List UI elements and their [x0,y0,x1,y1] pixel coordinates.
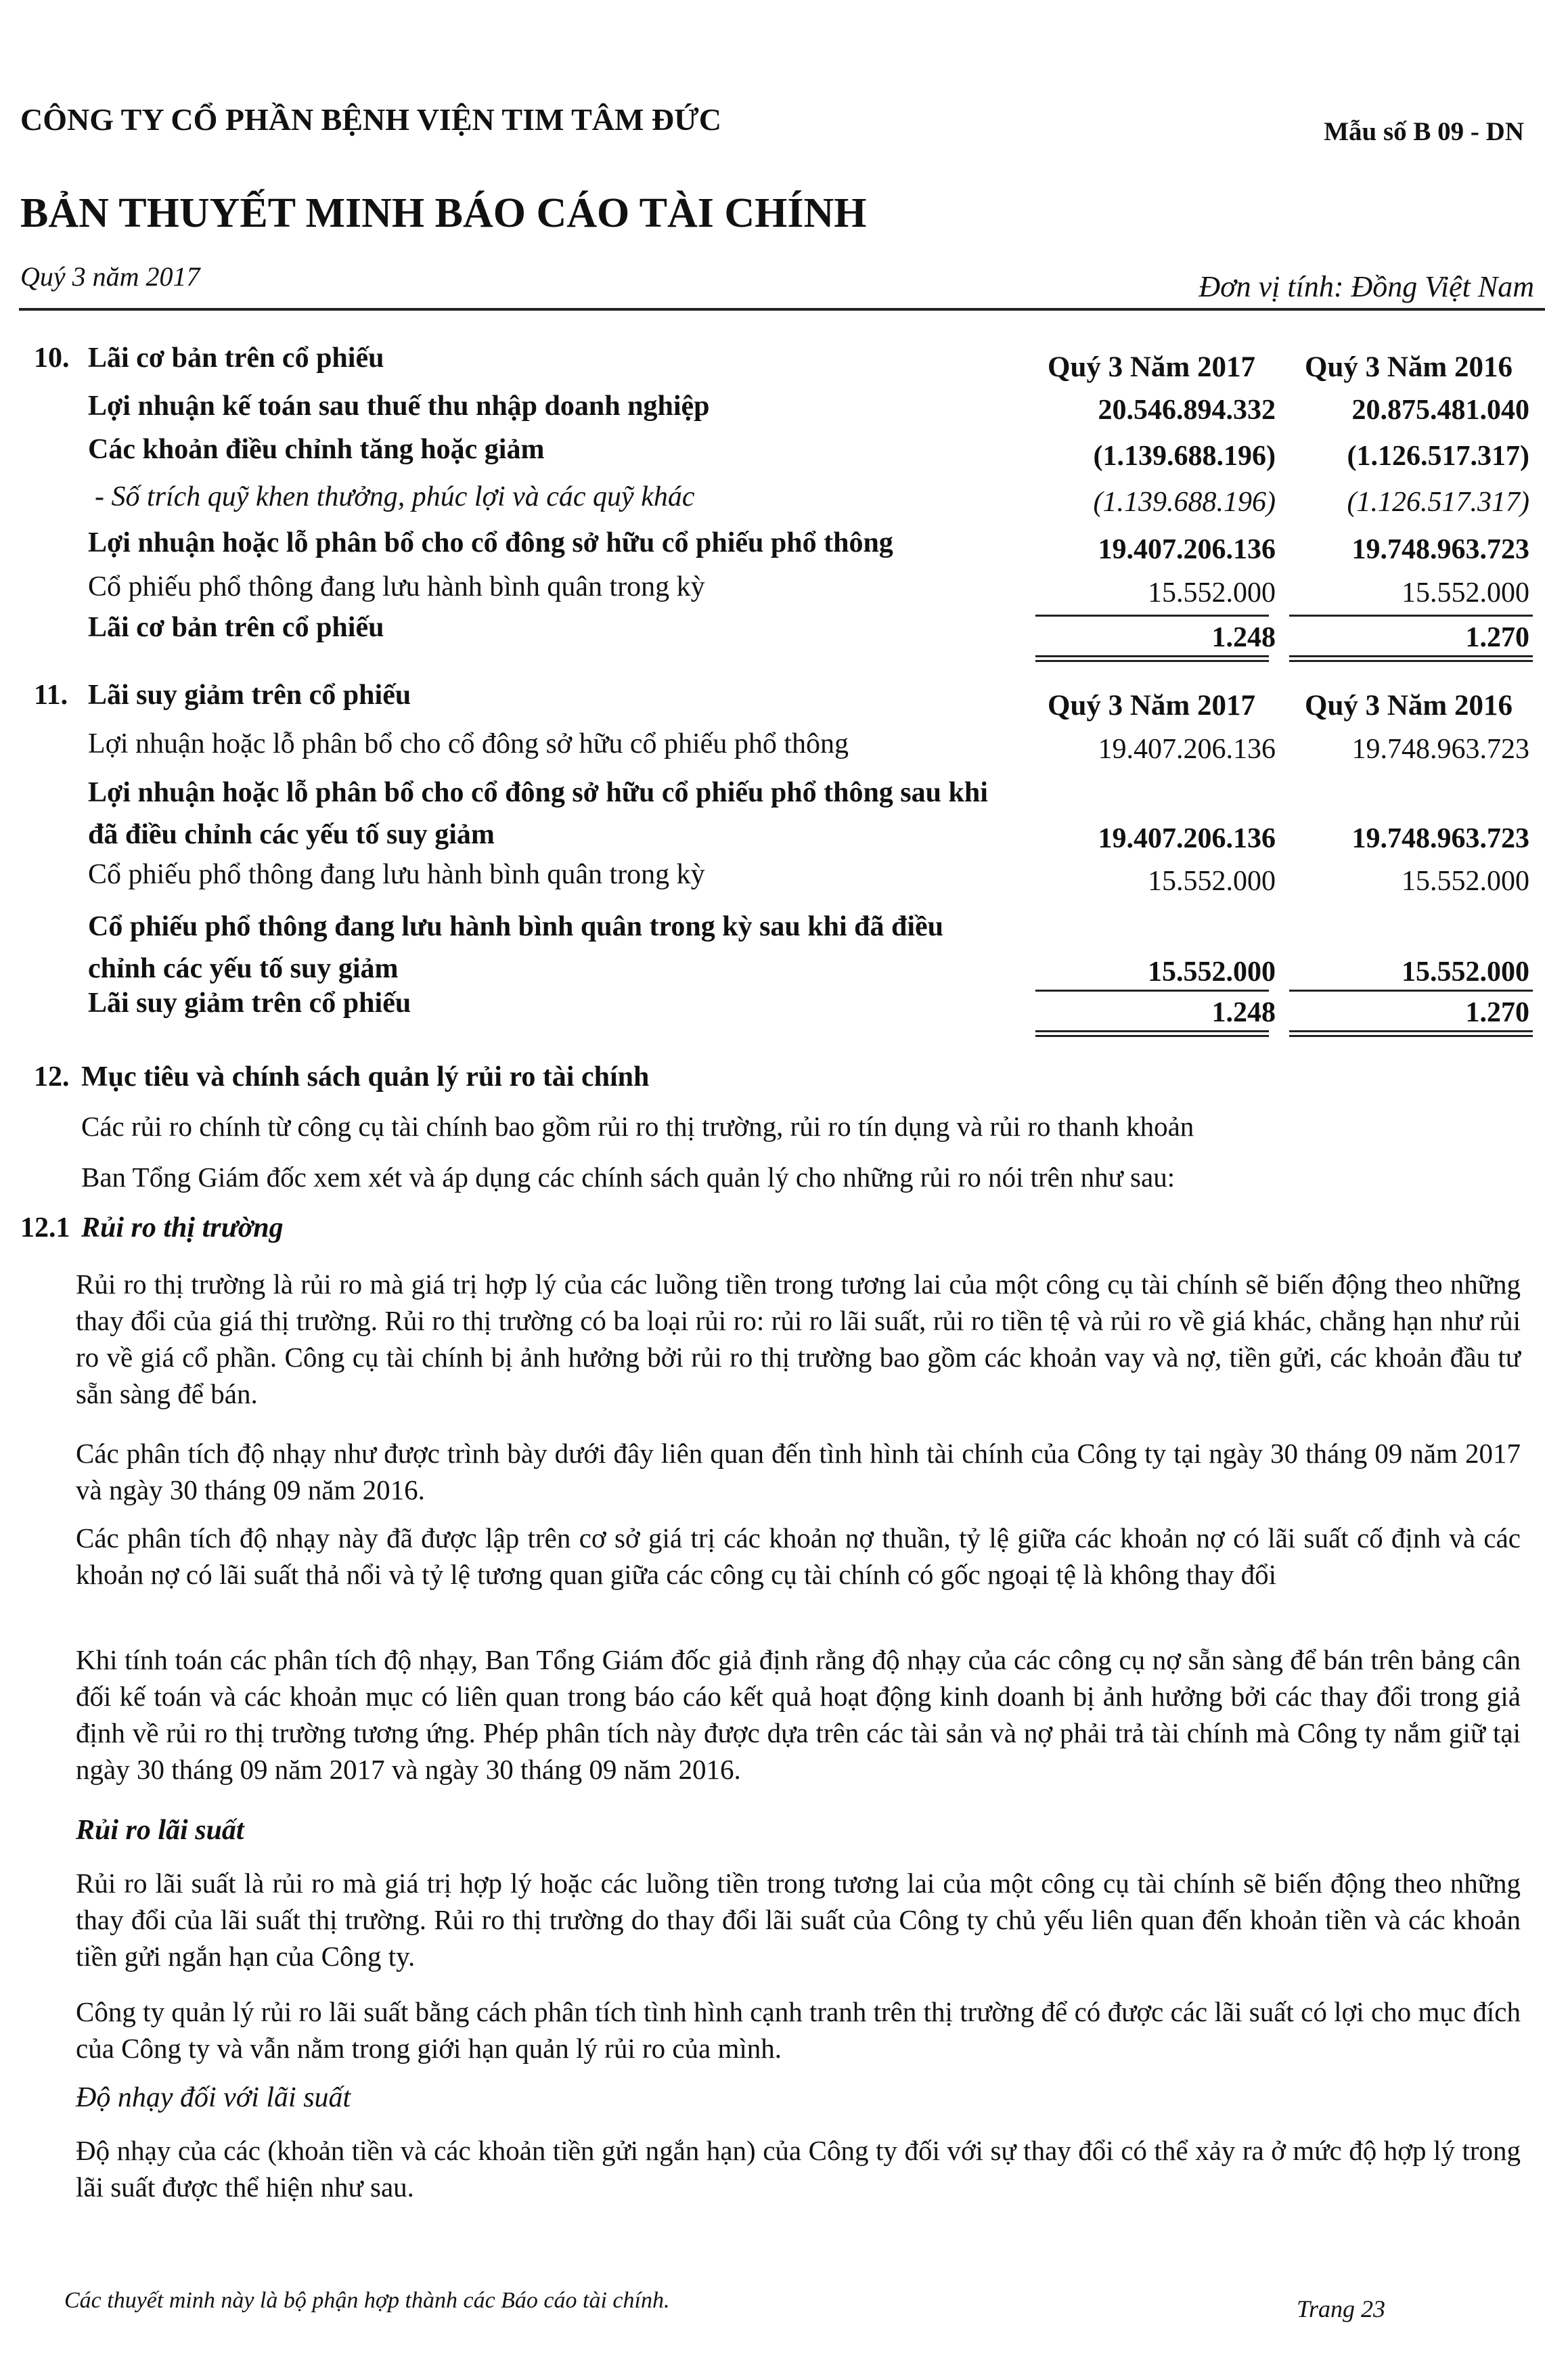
market-risk-para-2: Các phân tích độ nhạy như được trình bày dưới đây liên quan đến tình hình tài chính của Công ty tại ngày 30 tháng 09 năm 2017 và ngày 30 tháng 09 năm 2016. [76,1438,1521,1505]
s10-row-label: - Số trích quỹ khen thưởng, phúc lợi và các quỹ khác [95,481,695,512]
section-11-number: 11. [34,680,68,711]
s11-row-value-2017: 1.248 [1211,997,1276,1028]
s10-row-value-2017: 1.248 [1211,622,1276,653]
interest-risk-para-2: Công ty quản lý rủi ro lãi suất bằng cách phân tích tình hình cạnh tranh trên thị trường để có được các lãi suất có lợi cho mục đích của Công ty và vẫn nằm trong giới hạn quản lý rủi ro của mình. [76,1996,1521,2064]
section-11-col-2016: Quý 3 Năm 2016 [1305,690,1513,722]
s11-row-value-2017: 15.552.000 [1148,866,1276,897]
sensitivity-title: Độ nhạy đối với lãi suất [76,2082,351,2113]
s10-row-label: Các khoản điều chỉnh tăng hoặc giảm [88,434,545,465]
s10-row-value-2016: (1.126.517.317) [1347,441,1529,472]
s10-row-value-2016: 1.270 [1465,622,1529,653]
s10-row-value-2017: (1.139.688.196) [1093,441,1276,472]
s11-row-label: Lợi nhuận hoặc lỗ phân bổ cho cổ đông sở hữu cổ phiếu phổ thông sau khi đã điều chỉnh các yếu tố suy giảm [88,777,988,850]
s11-row-value-2017: 19.407.206.136 [1098,734,1276,765]
s11-row-value-2016: 15.552.000 [1402,956,1529,988]
total-double-rule [1035,655,1269,662]
market-risk-para-4: Khi tính toán các phân tích độ nhạy, Ban Tổng Giám đốc giả định rằng độ nhạy của các công cụ nợ sẵn sàng để bán trên bảng cân đối kế toán và các khoản mục có liên quan trong báo cáo kết quả hoạt động kinh doanh bị ảnh hưởng bởi các thay đổi trong giả định về rủi ro thị trường tương ứng. Phép phân tích này được dựa trên các tài sản và nợ phải trả tài chính mà Công ty nắm giữ tại ngày 30 tháng 09 năm 2017 và ngày 30 tháng 09 năm 2016. [76,1644,1521,1785]
footer-note: Các thuyết minh này là bộ phận hợp thành các Báo cáo tài chính. [64,2288,670,2313]
page-title: BẢN THUYẾT MINH BÁO CÁO TÀI CHÍNH [20,190,867,236]
s10-row-label: Lợi nhuận kế toán sau thuế thu nhập doanh nghiệp [88,391,710,422]
section-12-number: 12. [34,1061,70,1093]
s11-row-label: Cổ phiếu phổ thông đang lưu hành bình quân trong kỳ sau khi đã điều chỉnh các yếu tố suy giảm [88,911,944,984]
interest-risk-para-1: Rủi ro lãi suất là rủi ro mà giá trị hợp lý hoặc các luồng tiền trong tương lai của một công cụ tài chính sẽ biến động theo những thay đổi của lãi suất thị trường. Rủi ro thị trường do thay đổi lãi suất của Công ty chủ yếu liên quan đến khoản tiền và các khoản tiền gửi ngắn hạn của Công ty. [76,1868,1521,1972]
s11-row-label: Cổ phiếu phổ thông đang lưu hành bình quân trong kỳ [88,859,705,890]
total-double-rule [1035,1030,1269,1037]
interest-risk-title: Rủi ro lãi suất [76,1815,244,1846]
subtotal-rule [1289,615,1533,617]
market-risk-para-1: Rủi ro thị trường là rủi ro mà giá trị hợp lý của các luồng tiền trong tương lai của một công cụ tài chính sẽ biến động theo những thay đổi của giá thị trường. Rủi ro thị trường có ba loại rủi ro: rủi ro lãi suất, rủi ro tiền tệ và rủi ro về giá khác, chẳng hạn như rủi ro về giá cổ phần. Công cụ tài chính bị ảnh hưởng bởi rủi ro thị trường bao gồm các khoản vay và nợ, tiền gửi, các khoản đầu tư sẵn sàng để bán. [76,1268,1521,1409]
s10-row-value-2017: 19.407.206.136 [1098,534,1276,565]
s11-row-value-2017: 15.552.000 [1148,956,1276,988]
s10-row-label: Lợi nhuận hoặc lỗ phân bổ cho cổ đông sở hữu cổ phiếu phổ thông [88,527,893,558]
s10-row-value-2016: 19.748.963.723 [1351,534,1529,565]
s11-row-value-2016: 19.748.963.723 [1351,734,1529,765]
s10-row-value-2017: (1.139.688.196) [1093,487,1276,518]
s10-row-value-2017: 15.552.000 [1148,577,1276,609]
section-10-col-2016: Quý 3 Năm 2016 [1305,351,1513,383]
subtotal-rule [1035,990,1269,992]
section-12-1-title: Rủi ro thị trường [81,1212,284,1243]
s11-row-value-2016: 15.552.000 [1402,866,1529,897]
section-10-title: Lãi cơ bản trên cổ phiếu [88,343,384,374]
subtotal-rule [1035,615,1269,617]
section-12-policy: Ban Tổng Giám đốc xem xét và áp dụng các chính sách quản lý cho những rủi ro nói trên như sau: [81,1162,1175,1193]
section-10-col-2017: Quý 3 Năm 2017 [1048,351,1255,383]
total-double-rule [1289,1030,1533,1037]
s10-row-value-2016: 15.552.000 [1402,577,1529,609]
currency-unit: Đơn vị tính: Đồng Việt Nam [1199,270,1534,303]
s11-row-value-2017: 19.407.206.136 [1098,823,1276,854]
section-12-1-number: 12.1 [20,1212,70,1243]
s10-row-label: Lãi cơ bản trên cổ phiếu [88,612,384,643]
page-number: Trang 23 [1296,2295,1385,2322]
s11-row-label: Lãi suy giảm trên cổ phiếu [88,988,411,1019]
sensitivity-para: Độ nhạy của các (khoản tiền và các khoản tiền gửi ngắn hạn) của Công ty đối với sự thay đổi có thể xảy ra ở mức độ hợp lý trong lãi suất được thể hiện như sau. [76,2135,1521,2203]
s11-row-value-2016: 1.270 [1465,997,1529,1028]
section-12-intro: Các rủi ro chính từ công cụ tài chính bao gồm rủi ro thị trường, rủi ro tín dụng và rủi ro thanh khoản [81,1111,1194,1142]
s10-row-value-2016: 20.875.481.040 [1351,395,1529,426]
s11-row-label: Lợi nhuận hoặc lỗ phân bổ cho cổ đông sở hữu cổ phiếu phổ thông [88,728,849,759]
section-11-title: Lãi suy giảm trên cổ phiếu [88,680,411,711]
section-10-number: 10. [34,343,70,374]
s10-row-value-2016: (1.126.517.317) [1347,487,1529,518]
header-divider [19,308,1545,311]
total-double-rule [1289,655,1533,662]
market-risk-para-3: Các phân tích độ nhạy này đã được lập trên cơ sở giá trị các khoản nợ thuần, tỷ lệ giữa các khoản nợ có lãi suất cố định và các khoản nợ có lãi suất thả nổi và tỷ lệ tương quan giữa các công cụ tài chính có gốc ngoại tệ là không thay đổi [76,1522,1521,1590]
subtotal-rule [1289,990,1533,992]
report-period: Quý 3 năm 2017 [20,261,200,292]
s10-row-value-2017: 20.546.894.332 [1098,395,1276,426]
section-12-title: Mục tiêu và chính sách quản lý rủi ro tài chính [81,1061,650,1093]
form-code: Mẫu số B 09 - DN [1324,117,1524,146]
s11-row-value-2016: 19.748.963.723 [1351,823,1529,854]
s10-row-label: Cổ phiếu phổ thông đang lưu hành bình quân trong kỳ [88,571,705,602]
company-name: CÔNG TY CỔ PHẦN BỆNH VIỆN TIM TÂM ĐỨC [20,102,721,137]
section-11-col-2017: Quý 3 Năm 2017 [1048,690,1255,722]
